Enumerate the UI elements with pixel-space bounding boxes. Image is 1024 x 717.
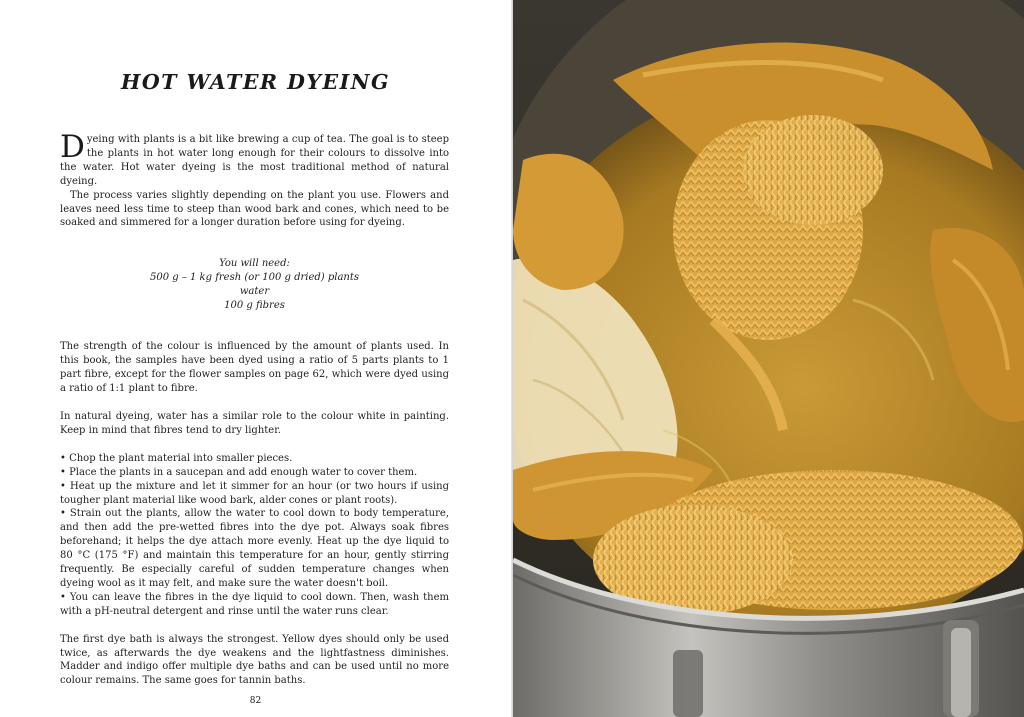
page-number: 82 xyxy=(249,696,262,706)
process-paragraph: The process varies slightly depending on the plant you use. Flowers and leaves need less time to steep than wood bark and cones, which need to be soaked and simmered for a longer duration before using for dyeing. xyxy=(60,189,449,229)
need-item-fibres: 100 g fibres xyxy=(224,300,285,312)
left-page xyxy=(0,0,511,717)
step-item: • Heat up the mixture and let it simmer for an hour (or two hours if using tougher plant material like wood bark, alder cones or plant roots). xyxy=(60,480,449,506)
first-bath-paragraph: The first dye bath is always the strongest. Yellow dyes should only be used twice, as afterwards the dye weakens and the lightfastness diminishes. Madder and indigo offer multiple dye baths and can be used until no more colour remains. The same goes for tannin baths. xyxy=(60,633,449,687)
intro-paragraph xyxy=(60,129,449,189)
need-item-plants: 500 g – 1 kg fresh (or 100 g dried) plants xyxy=(149,272,359,284)
page-title: HOT WATER DYEING xyxy=(120,70,391,94)
photo-page xyxy=(513,0,1024,717)
intro-text: yeing with plants is a bit like brewing a cup of tea. The goal is to steep the plants in hot water long enough for their colours to dissolve into the water. Hot water dyeing is the most traditional method of natural dyeing. xyxy=(60,134,449,187)
drop-cap: D xyxy=(60,129,85,165)
dye-pot-photo xyxy=(513,0,1024,717)
natural-dyeing-paragraph: In natural dyeing, water has a similar role to the colour white in painting. Keep in mind that fibres tend to dry lighter. xyxy=(60,410,449,436)
need-item-water: water xyxy=(239,286,270,298)
step-item: • Chop the plant material into smaller pieces. xyxy=(60,452,293,464)
strength-paragraph: The strength of the colour is influenced by the amount of plants used. In this book, the samples have been dyed using a ratio of 5 parts plants to 1 part fibre, except for the flower samples on page 62, which were dyed using a ratio of 1:1 plant to fibre. xyxy=(60,341,449,395)
step-item: • You can leave the fibres in the dye liquid to cool down. Then, wash them with a pH-neutral detergent and rinse until the water runs clear. xyxy=(60,591,449,617)
step-item: • Place the plants in a saucepan and add enough water to cover them. xyxy=(60,466,418,478)
you-will-need-heading: You will need: xyxy=(219,258,290,270)
you-will-need-block xyxy=(60,257,449,313)
steps-list xyxy=(60,452,449,619)
yarn-skein-top xyxy=(743,115,883,225)
page-body xyxy=(60,129,449,688)
step-item: • Strain out the plants, allow the water to cool down to body temperature, and then add the pre-wetted fibres into the dye pot. Always soak fibres beforehand; it helps the dye attach more evenly. Heat up the dye liquid to 80 °C (175 °F) and maintain this temperature for an hour, gently stirring frequently. Be especially careful of sudden temperature changes when dyeing wool as it may felt, and make sure the water doesn't boil. xyxy=(60,508,449,589)
